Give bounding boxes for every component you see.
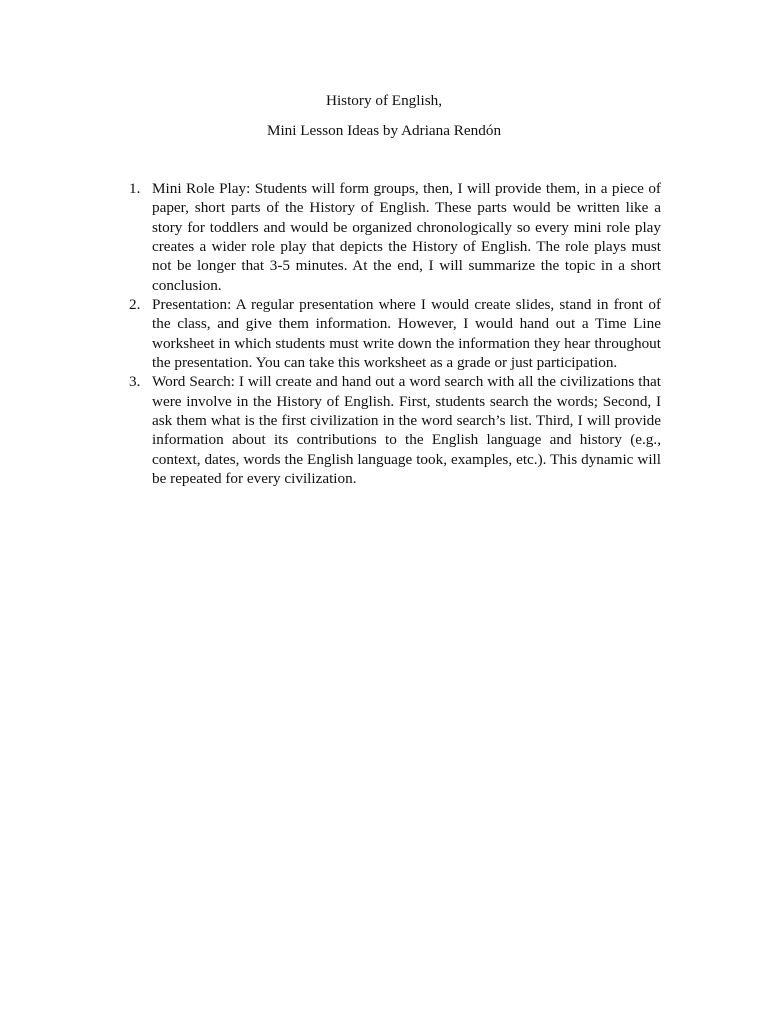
document-title: History of English,	[325, 92, 442, 109]
list-item-number: 3.	[129, 373, 141, 391]
list-item-number: 2.	[129, 296, 141, 314]
list-item-text: Presentation: A regular presentation where I would create slides, stand in front of the class, and give them information. However, I would hand out a Time Line worksheet in which students must write down the information they hear throughout the presentation. You can take this worksheet as a grade or just participation.	[152, 296, 661, 372]
list-item-text: Mini Role Play: Students will form groups, then, I will provide them, in a piece of paper, short parts of the History of English. These parts would be written like a story for toddlers and would be organized chronologically so every mini role play creates a wider role play that depicts the History of English. The role plays must not be longer that 3-5 minutes. At the end, I will summarize the topic in a short conclusion.	[152, 180, 661, 294]
list-item	[124, 179, 661, 295]
list-item-text: Word Search: I will create and hand out a word search with all the civilizations that were involve in the History of English. First, students search the words; Second, I ask them what is the first civilization in the word search’s list. Third, I will provide information about its contributions to the English language and history (e.g., context, dates, words the English language took, examples, etc.). This dynamic will be repeated for every civilization.	[152, 373, 661, 488]
list-item-number: 1.	[129, 180, 141, 197]
lesson-ideas-list	[124, 179, 661, 489]
list-item	[124, 372, 661, 488]
list-item	[124, 295, 661, 372]
document-subtitle: Mini Lesson Ideas by Adriana Rendón	[266, 122, 502, 139]
